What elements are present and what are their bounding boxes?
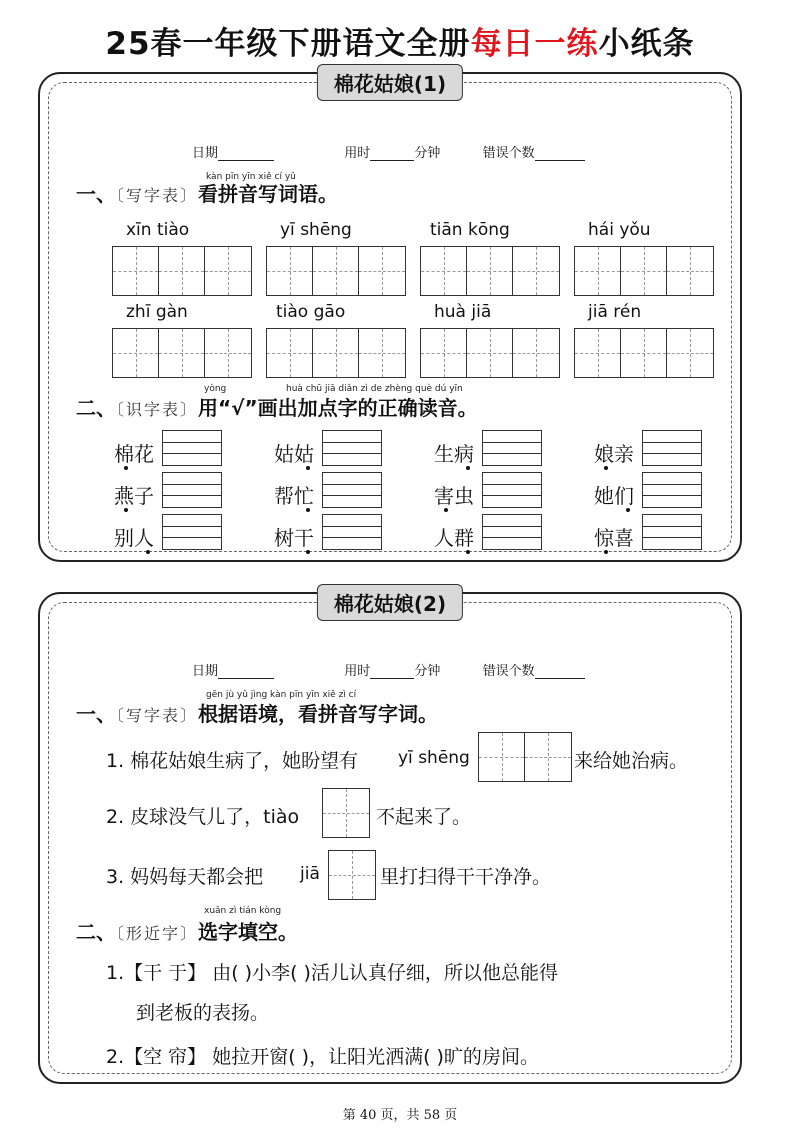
choice-word: 树干 <box>274 522 314 551</box>
pinyin-label: xīn tiào <box>126 220 190 240</box>
pinyin-label: yī shēng <box>398 748 470 768</box>
writing-grid[interactable] <box>420 246 560 296</box>
choice-word: 姑姑 <box>274 438 314 467</box>
writing-grid[interactable] <box>266 246 406 296</box>
writing-grid[interactable] <box>420 328 560 378</box>
answer-box[interactable] <box>642 514 702 550</box>
sentence-1-end: 来给她治病。 <box>574 750 689 772</box>
sentence-3-end: 里打扫得干干净净。 <box>380 866 552 888</box>
writing-grid[interactable] <box>574 328 714 378</box>
choice-word: 帮忙 <box>274 480 314 509</box>
pinyin-label: hái yǒu <box>588 220 651 240</box>
writing-grid[interactable] <box>574 246 714 296</box>
section-heading: 一、〔写字表〕根据语境，看拼音写字词。 <box>76 702 439 726</box>
pinyin-annotation: huà chū jiā diǎn zì de zhèng què dú yīn <box>286 384 463 394</box>
question-2: 2.【空 帘】 她拉开窗( )，让阳光洒满( )旷的房间。 <box>106 1046 539 1068</box>
pinyin-label: tiān kōng <box>430 220 510 240</box>
choice-word: 惊喜 <box>594 522 634 551</box>
pinyin-annotation: gēn jù yǔ jìng kàn pīn yīn xiě zì cí <box>206 690 357 700</box>
choice-word: 棉花 <box>114 438 154 467</box>
section-heading: 二、〔识字表〕用“√”画出加点字的正确读音。 <box>76 396 478 420</box>
pinyin-label: yī shēng <box>280 220 352 240</box>
pinyin-annotation: kàn pīn yīn xiě cí yǔ <box>206 172 296 182</box>
answer-box[interactable] <box>162 514 222 550</box>
question-1-cont: 到老板的表扬。 <box>136 1002 270 1024</box>
choice-word: 燕子 <box>114 480 154 509</box>
choice-word: 别人 <box>114 522 154 551</box>
writing-grid[interactable] <box>112 246 252 296</box>
pinyin-label: zhī gàn <box>126 302 188 322</box>
answer-box[interactable] <box>322 472 382 508</box>
question-1: 1.【干 于】 由( )小李( )活儿认真仔细，所以他总能得 <box>106 962 558 984</box>
writing-grid[interactable] <box>266 328 406 378</box>
sentence-1: 1. 棉花姑娘生病了，她盼望有 <box>106 750 359 772</box>
writing-grid[interactable] <box>328 850 376 900</box>
answer-box[interactable] <box>322 514 382 550</box>
answer-box[interactable] <box>642 472 702 508</box>
choice-word: 害虫 <box>434 480 474 509</box>
section-heading: 二、〔形近字〕选字填空。 <box>76 920 299 944</box>
section-heading: 一、〔写字表〕看拼音写词语。 <box>76 182 339 206</box>
writing-grid[interactable] <box>322 788 370 838</box>
pinyin-label: jiā rén <box>588 302 642 322</box>
meta-row: 日期 用时 分钟 错误个数 <box>192 142 585 161</box>
meta-row: 日期 用时 分钟 错误个数 <box>192 660 585 679</box>
pinyin-annotation: xuǎn zì tián kòng <box>204 906 282 916</box>
choice-word: 生病 <box>434 438 474 467</box>
sentence-2: 2. 皮球没气儿了，tiào <box>106 806 300 828</box>
choice-word: 娘亲 <box>594 438 634 467</box>
writing-grid[interactable] <box>112 328 252 378</box>
pinyin-label: huà jiā <box>434 302 492 322</box>
answer-box[interactable] <box>162 472 222 508</box>
pinyin-label: tiào gāo <box>276 302 346 322</box>
page-footer: 第 40 页，共 58 页 <box>342 1108 458 1123</box>
choice-word: 人群 <box>434 522 474 551</box>
pinyin-label: jiā <box>300 864 320 884</box>
answer-box[interactable] <box>322 430 382 466</box>
answer-box[interactable] <box>642 430 702 466</box>
page-title: 25春一年级下册语文全册每日一练小纸条 <box>105 26 695 62</box>
card-title: 棉花姑娘(1) <box>317 64 463 101</box>
worksheet-card-2 <box>38 592 742 1084</box>
answer-box[interactable] <box>482 514 542 550</box>
answer-box[interactable] <box>482 472 542 508</box>
writing-grid[interactable] <box>478 732 572 782</box>
answer-box[interactable] <box>482 430 542 466</box>
choice-word: 她们 <box>594 480 634 509</box>
sentence-3: 3. 妈妈每天都会把 <box>106 866 264 888</box>
worksheet-card-1 <box>38 72 742 562</box>
card-title: 棉花姑娘(2) <box>317 584 463 621</box>
sentence-2-end: 不起来了。 <box>376 806 472 828</box>
pinyin-annotation: yòng <box>204 384 227 394</box>
answer-box[interactable] <box>162 430 222 466</box>
